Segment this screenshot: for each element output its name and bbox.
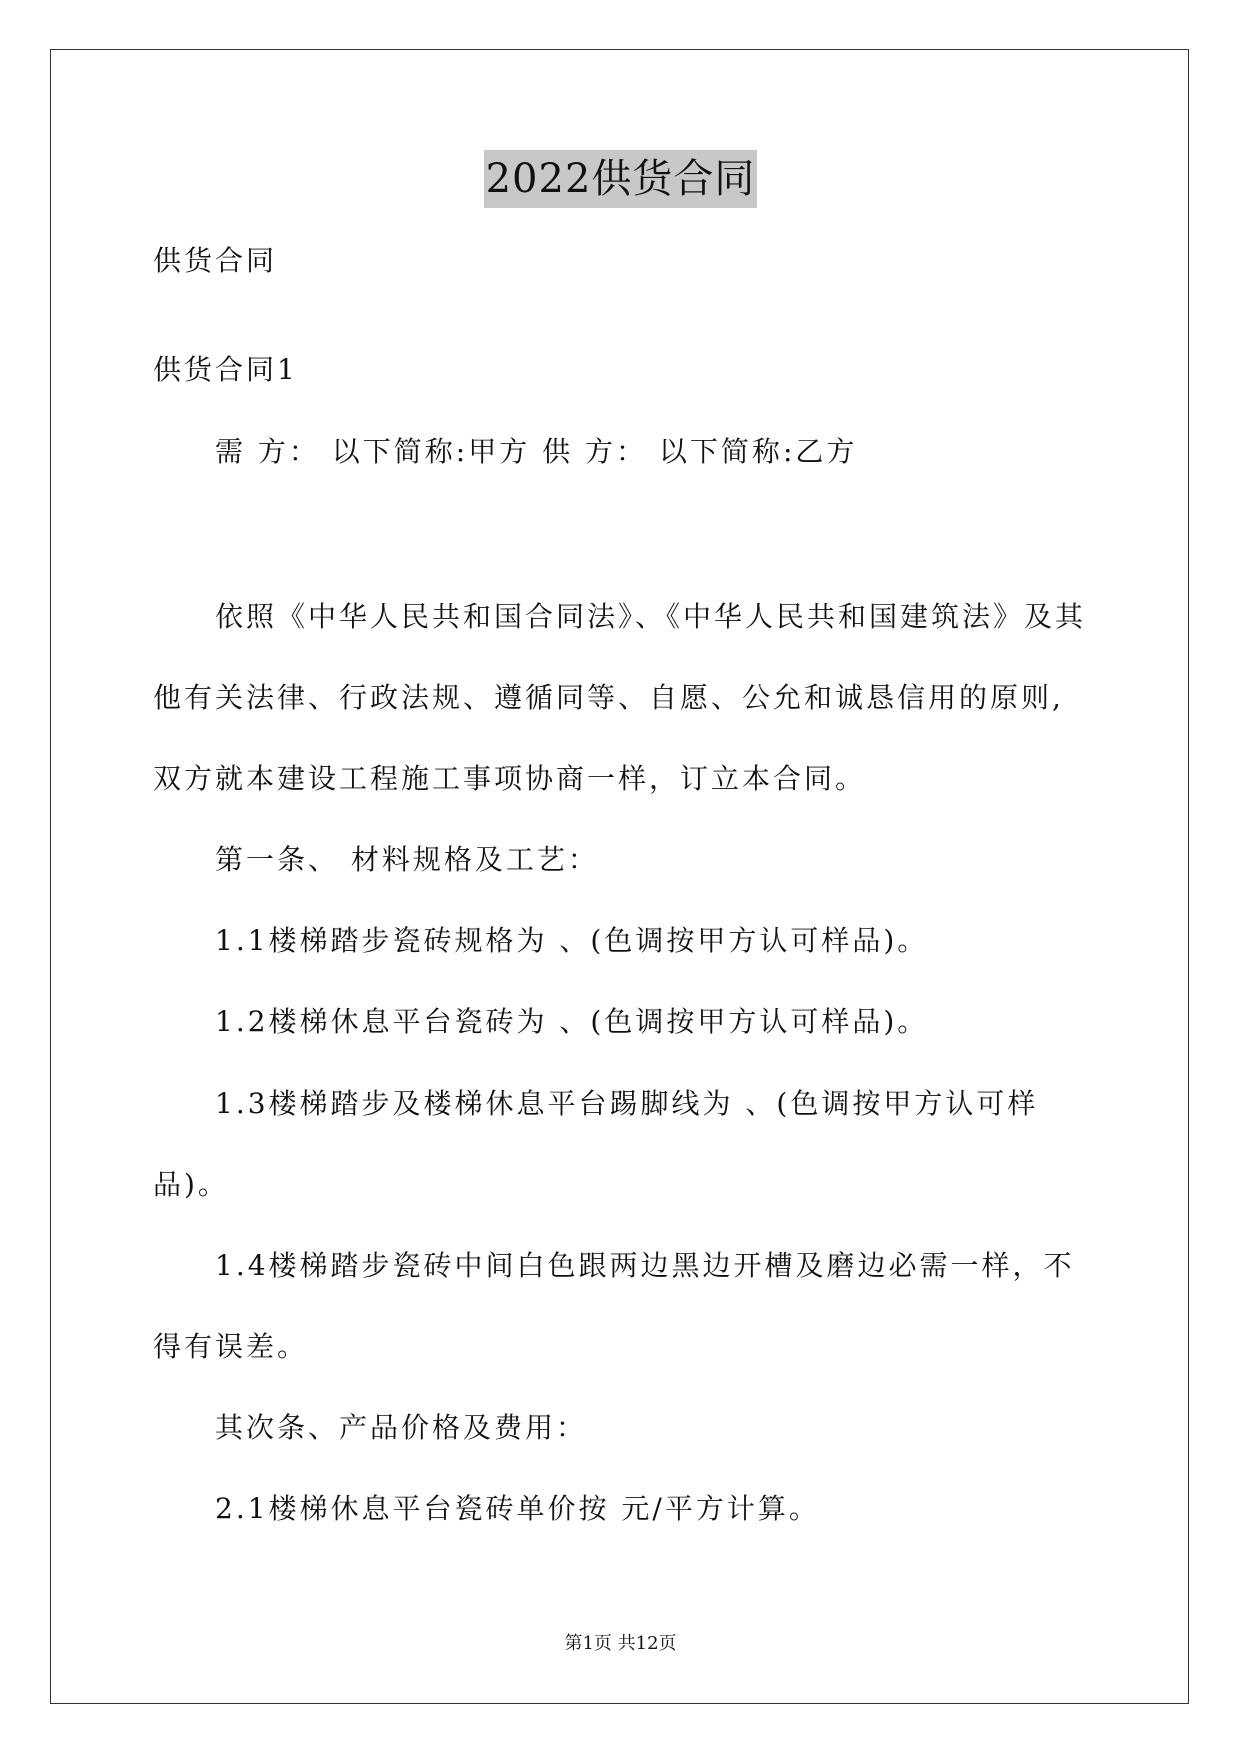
doc-line: 得有误差。 — [153, 1330, 309, 1363]
doc-line: 供货合同1 — [153, 353, 298, 386]
doc-line: 供货合同 — [153, 244, 278, 277]
doc-line: 2.1楼梯休息平台瓷砖单价按 元/平方计算。 — [215, 1492, 820, 1525]
doc-line: 1.2楼梯休息平台瓷砖为 、(色调按甲方认可样品)。 — [215, 1005, 929, 1038]
document-title: 2022供货合同 — [484, 150, 758, 208]
doc-line: 1.1楼梯踏步瓷砖规格为 、(色调按甲方认可样品)。 — [215, 924, 929, 957]
doc-line: 需 方： 以下简称:甲方 供 方： 以下简称:乙方 — [215, 435, 858, 468]
doc-line: 1.4楼梯踏步瓷砖中间白色跟两边黑边开槽及磨边必需一样，不 — [215, 1249, 1075, 1282]
doc-line: 他有关法律、行政法规、遵循同等、自愿、公允和诚恳信用的原则, — [153, 681, 1064, 714]
doc-line: 品)。 — [153, 1168, 229, 1201]
doc-line: 双方就本建设工程施工事项协商一样，订立本合同。 — [153, 762, 867, 795]
doc-line: 其次条、产品价格及费用： — [215, 1411, 588, 1444]
page-footer: 第1页 共12页 — [564, 1633, 677, 1654]
doc-line: 依照《中华人民共和国合同法》、《中华人民共和国建筑法》及其 — [215, 600, 1087, 633]
title-container — [0, 150, 1241, 208]
doc-line: 第一条、 材料规格及工艺： — [215, 843, 599, 876]
doc-line: 1.3楼梯踏步及楼梯休息平台踢脚线为 、(色调按甲方认可样 — [215, 1087, 1039, 1120]
